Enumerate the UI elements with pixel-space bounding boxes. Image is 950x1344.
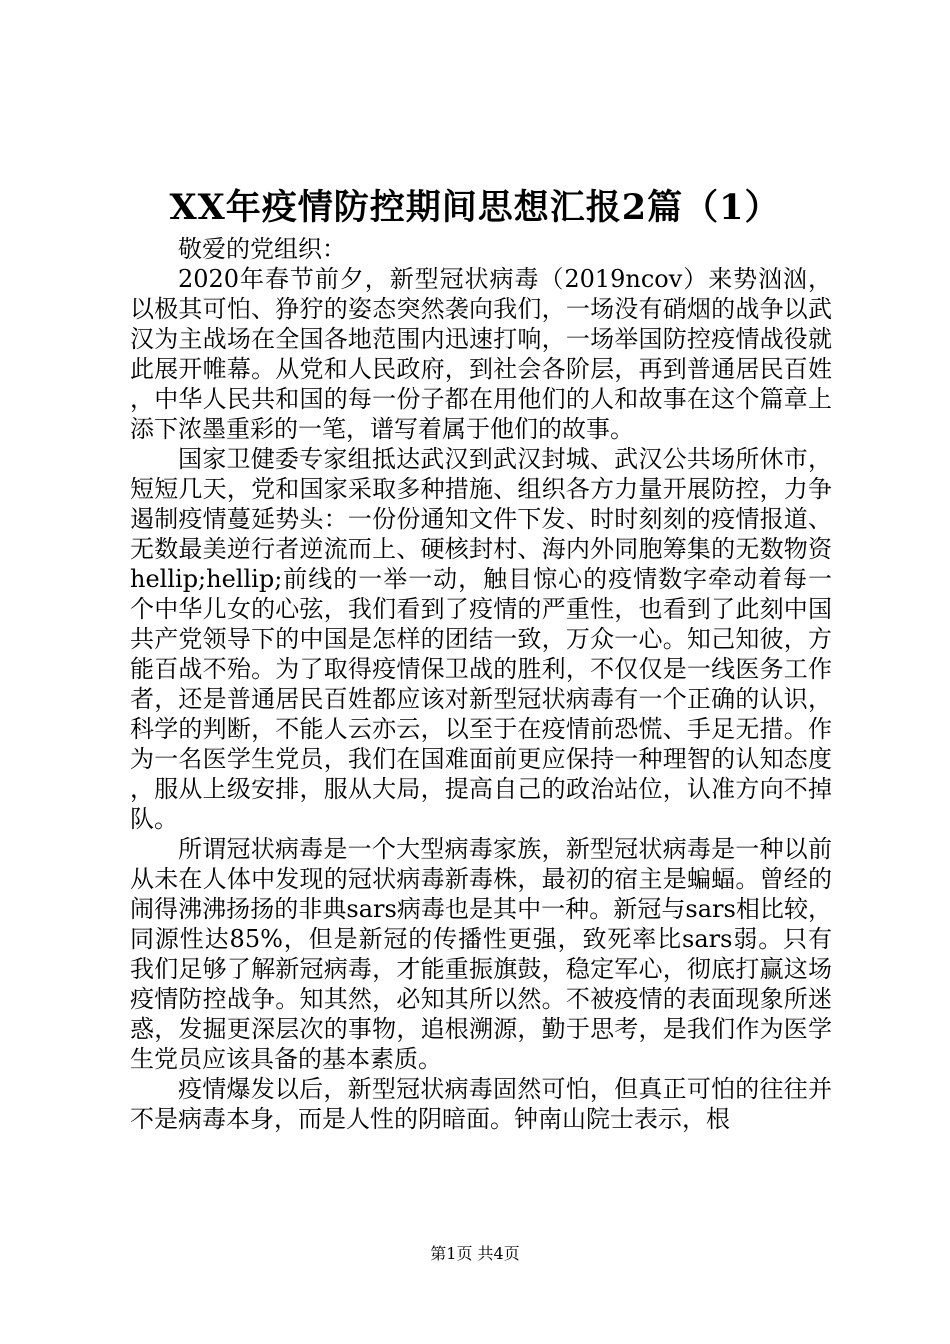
document-body <box>130 234 832 1134</box>
paragraph-3: 所谓冠状病毒是一个大型病毒家族，新型冠状病毒是一种以前从未在人体中发现的冠状病毒新毒株，最初的宿主是蝙蝠。曾经的闹得沸沸扬扬的非典sars病毒也是其中一种。新冠与sars相比较，同源性达85%，但是新冠的传播性更强，致死率比sars弱。只有我们足够了解新冠病毒，才能重振旗鼓，稳定军心，彻底打赢这场疫情防控战争。知其然，必知其所以然。不被疫情的表面现象所迷惑，发掘更深层次的事物，追根溯源，勤于思考，是我们作为医学生党员应该具备的基本素质。 <box>130 835 832 1073</box>
paragraph-4: 疫情爆发以后，新型冠状病毒固然可怕，但真正可怕的往往并不是病毒本身，而是人性的阴暗面。钟南山院士表示，根 <box>130 1075 832 1133</box>
document-title: XX年疫情防控期间思想汇报2篇（1） <box>169 187 781 228</box>
paragraph-1: 2020年春节前夕，新型冠状病毒（2019ncov）来势汹汹，以极其可怕、狰狞的姿态突然袭向我们，一场没有硝烟的战争以武汉为主战场在全国各地范围内迅速打响，一场举国防控疫情战役就此展开帷幕。从党和人民政府，到社会各阶层，再到普通居民百姓，中华人民共和国的每一份子都在用他们的人和故事在这个篇章上添下浓墨重彩的一笔，谱写着属于他们的故事。 <box>130 265 832 443</box>
paragraph-2: 国家卫健委专家组抵达武汉到武汉封城、武汉公共场所休市，短短几天，党和国家采取多种措施、组织各方力量开展防控，力争遏制疫情蔓延势头：一份份通知文件下发、时时刻刻的疫情报道、无数最美逆行者逆流而上、硬核封村、海内外同胞筹集的无数物资hellip;hellip;前线的一举一动，触目惊心的疫情数字牵动着每一个中华儿女的心弦，我们看到了疫情的严重性，也看到了此刻中国共产党领导下的中国是怎样的团结一致，万众一心。知己知彼，方能百战不殆。为了取得疫情保卫战的胜利，不仅仅是一线医务工作者，还是普通居民百姓都应该对新型冠状病毒有一个正确的认识，科学的判断，不能人云亦云，以至于在疫情前恐慌、手足无措。作为一名医学生党员，我们在国难面前更应保持一种理智的认知态度，服从上级安排，服从大局，提高自己的政治站位，认准方向不掉队。 <box>130 445 832 833</box>
page-footer: 第1页 共4页 <box>430 1244 520 1263</box>
salutation: 敬爱的党组织： <box>178 235 346 263</box>
